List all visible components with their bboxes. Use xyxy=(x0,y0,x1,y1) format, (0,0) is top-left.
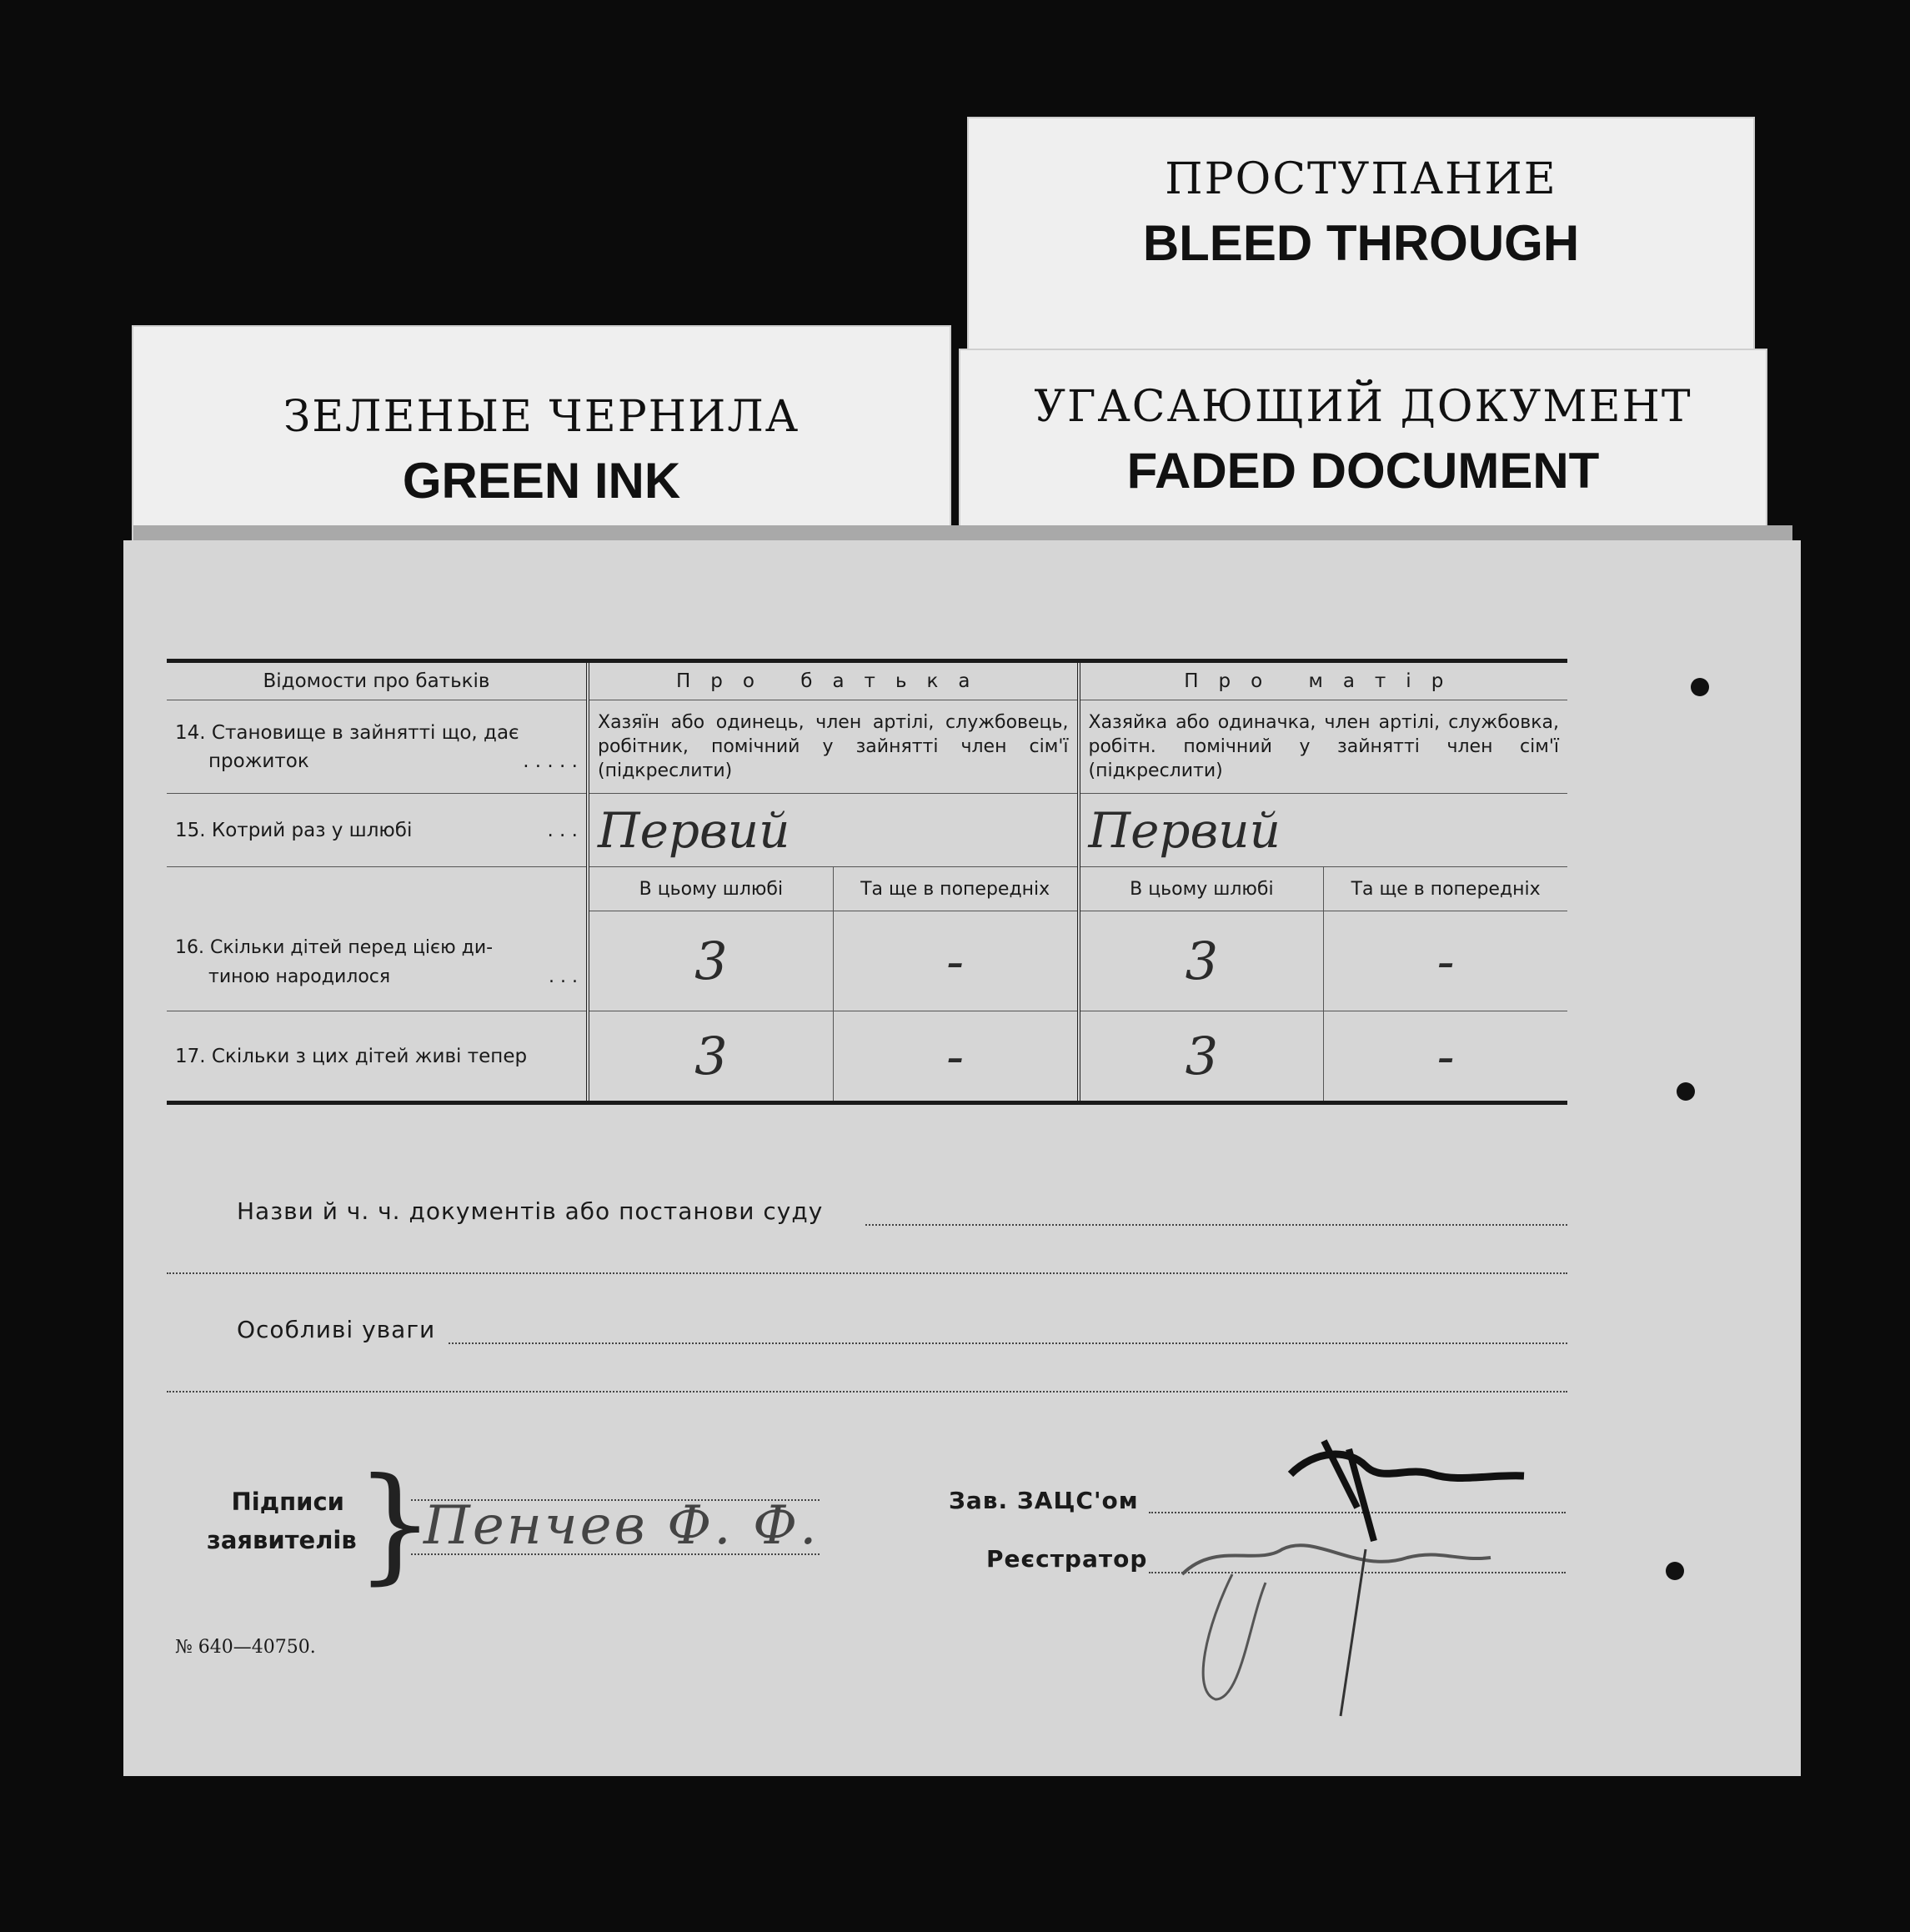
flag-ru-text: УГАСАЮЩИЙ ДОКУМЕНТ xyxy=(1034,382,1692,432)
father-previous-header: Та ще в попередніх xyxy=(833,867,1078,911)
punch-hole xyxy=(1677,1082,1695,1101)
brace-icon: } xyxy=(355,1452,435,1597)
official-signatures xyxy=(1157,1416,1607,1733)
row-marriage-count xyxy=(167,794,1567,867)
table-header-row xyxy=(167,661,1567,700)
head-signature-stroke xyxy=(1291,1454,1524,1478)
q16-father-this: 3 xyxy=(588,911,833,1011)
father-this-marriage-header: В цьому шлюбі xyxy=(588,867,833,911)
applicant-signature: Пенчев Ф. Ф. xyxy=(424,1495,820,1557)
q15-mother-value: Первий xyxy=(1079,794,1568,867)
row-children-living xyxy=(167,1011,1567,1103)
remarks-label: Особливі уваги xyxy=(237,1316,436,1343)
q14-label: 14. Становище в зайнятті що, дає прожиток . . . . . xyxy=(167,700,588,794)
head-of-office-label: Зав. ЗАЦС'ом xyxy=(949,1487,1139,1514)
q14-father-value: Хазяїн або одинець, член артілі, службовець, робітник, помічний у зайнятті член сім'ї (підкреслити) xyxy=(588,700,1079,794)
q17-father-this: 3 xyxy=(588,1011,833,1103)
head-signature-stroke-2 xyxy=(1324,1441,1374,1541)
q16-mother-prev: - xyxy=(1324,911,1567,1011)
registry-form-page xyxy=(123,540,1801,1776)
q16-father-prev: - xyxy=(833,911,1078,1011)
flag-en-text: FADED DOCUMENT xyxy=(1126,443,1600,499)
punch-hole xyxy=(1666,1562,1684,1580)
flag-en-text: GREEN INK xyxy=(402,453,681,509)
documents-label: Назви й ч. ч. документів або постанови суду xyxy=(237,1197,824,1225)
q15-label: 15. Котрий раз у шлюбі . . . xyxy=(167,794,588,867)
q14-mother-value: Хазяйка або одиначка, член артілі, службовка, робітн. помічний у зайнятті член сім'ї (підкреслити) xyxy=(1079,700,1568,794)
q17-label: 17. Скільки з цих дітей живі тепер xyxy=(167,1011,588,1103)
q15-father-value: Первий xyxy=(588,794,1079,867)
bleed-through-flag xyxy=(967,117,1755,367)
documents-line xyxy=(865,1224,1567,1226)
q16-label: 16. Скільки дітей перед цією ди- тиною народилося . . . xyxy=(167,867,588,1011)
flag-en-text: BLEED THROUGH xyxy=(1142,215,1580,271)
q17-mother-prev: - xyxy=(1324,1011,1567,1103)
flag-ru-text: ПРОСТУПАНИЕ xyxy=(1165,154,1557,204)
mother-previous-header: Та ще в попередніх xyxy=(1324,867,1567,911)
remarks-line xyxy=(449,1342,1567,1344)
q17-father-prev: - xyxy=(833,1011,1078,1103)
mother-this-marriage-header: В цьому шлюбі xyxy=(1079,867,1324,911)
registrar-signature-stroke-3 xyxy=(1341,1549,1366,1716)
registrar-signature-stroke-2 xyxy=(1203,1574,1266,1699)
applicants-signature-label: Підписи заявителів xyxy=(207,1488,357,1554)
parents-header: Відомости про батьків xyxy=(167,661,588,700)
registrar-signature-stroke xyxy=(1182,1545,1491,1574)
documents-line-2 xyxy=(167,1272,1567,1274)
q17-mother-this: 3 xyxy=(1079,1011,1324,1103)
row-occupation xyxy=(167,700,1567,794)
remarks-line-2 xyxy=(167,1391,1567,1393)
subheader-row xyxy=(167,867,1567,911)
registrar-label: Реєстратор xyxy=(986,1545,1148,1573)
mother-header: Про матір xyxy=(1079,661,1568,700)
q16-mother-this: 3 xyxy=(1079,911,1324,1011)
parents-info-table xyxy=(167,659,1567,1105)
form-number: № 640—40750. xyxy=(175,1637,316,1658)
punch-hole xyxy=(1691,678,1709,696)
father-header: Про батька xyxy=(588,661,1079,700)
flag-ru-text: ЗЕЛЕНЫЕ ЧЕРНИЛА xyxy=(283,392,800,442)
